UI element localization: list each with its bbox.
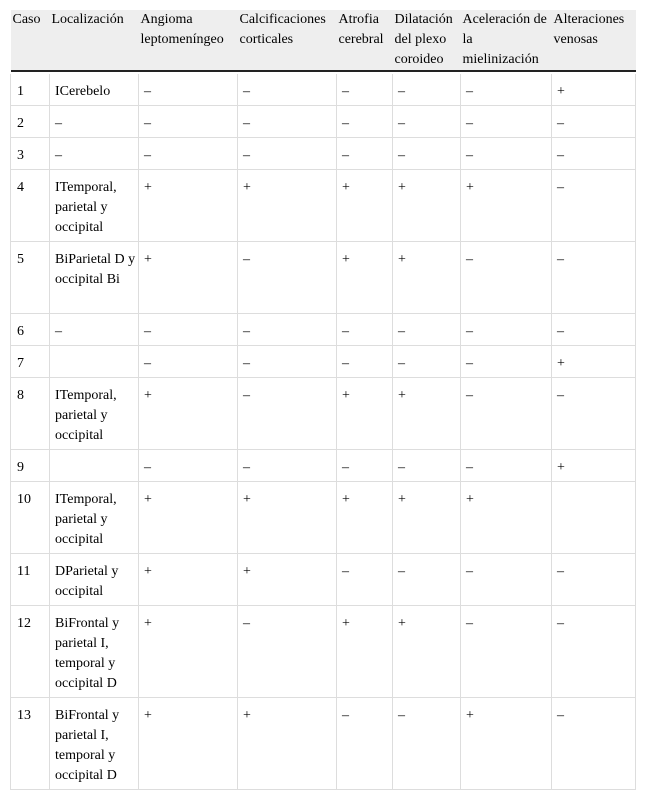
cell-calcificaciones: + bbox=[238, 554, 337, 606]
cell-dilatacion: + bbox=[393, 170, 461, 242]
cell-angioma: + bbox=[139, 170, 238, 242]
cell-atrofia: + bbox=[337, 170, 393, 242]
cell-alteraciones: – bbox=[552, 138, 636, 170]
cell-localizacion: – bbox=[50, 314, 139, 346]
table-row bbox=[11, 450, 636, 482]
table-row bbox=[11, 170, 636, 242]
cell-atrofia: + bbox=[337, 242, 393, 314]
cell-aceleracion: – bbox=[461, 138, 552, 170]
table-row bbox=[11, 314, 636, 346]
table-header bbox=[11, 10, 636, 74]
cell-aceleracion: – bbox=[461, 74, 552, 106]
cell-angioma: + bbox=[139, 242, 238, 314]
cell-atrofia: – bbox=[337, 450, 393, 482]
table-body bbox=[11, 74, 636, 790]
cell-caso: 1 bbox=[11, 74, 50, 106]
cell-calcificaciones: – bbox=[238, 314, 337, 346]
cell-calcificaciones: – bbox=[238, 606, 337, 698]
cell-atrofia: – bbox=[337, 106, 393, 138]
cell-aceleracion: + bbox=[461, 482, 552, 554]
header-calcificaciones: Calcificaciones corticales bbox=[238, 10, 337, 71]
cell-aceleracion: – bbox=[461, 242, 552, 314]
cell-alteraciones: – bbox=[552, 606, 636, 698]
cell-localizacion: DParietal y occipital bbox=[50, 554, 139, 606]
cell-atrofia: + bbox=[337, 378, 393, 450]
cell-dilatacion: – bbox=[393, 106, 461, 138]
cell-dilatacion: + bbox=[393, 242, 461, 314]
cell-localizacion: BiFrontal y parietal I, temporal y occipital D bbox=[50, 606, 139, 698]
cell-localizacion: – bbox=[50, 138, 139, 170]
cell-localizacion: BiParietal D y occipital Bi bbox=[50, 242, 139, 314]
cell-caso: 10 bbox=[11, 482, 50, 554]
cell-dilatacion: – bbox=[393, 74, 461, 106]
cell-atrofia: – bbox=[337, 698, 393, 790]
cell-aceleracion: – bbox=[461, 378, 552, 450]
table-row bbox=[11, 554, 636, 606]
table-row bbox=[11, 138, 636, 170]
cell-aceleracion: – bbox=[461, 606, 552, 698]
header-aceleracion: Aceleración de la mielinización bbox=[461, 10, 552, 71]
cell-localizacion: – bbox=[50, 106, 139, 138]
cell-caso: 6 bbox=[11, 314, 50, 346]
findings-table-container bbox=[10, 10, 635, 790]
header-angioma: Angioma leptomeníngeo bbox=[139, 10, 238, 71]
cell-caso: 4 bbox=[11, 170, 50, 242]
cell-localizacion: BiFrontal y parietal I, temporal y occipital D bbox=[50, 698, 139, 790]
cell-atrofia: + bbox=[337, 482, 393, 554]
cell-aceleracion: – bbox=[461, 106, 552, 138]
cell-angioma: + bbox=[139, 554, 238, 606]
cell-caso: 9 bbox=[11, 450, 50, 482]
cell-angioma: – bbox=[139, 314, 238, 346]
cell-calcificaciones: + bbox=[238, 170, 337, 242]
cell-calcificaciones: – bbox=[238, 450, 337, 482]
cell-alteraciones: – bbox=[552, 554, 636, 606]
cell-dilatacion: + bbox=[393, 606, 461, 698]
header-caso: Caso bbox=[11, 10, 50, 71]
cell-localizacion: ITemporal, parietal y occipital bbox=[50, 170, 139, 242]
cell-atrofia: – bbox=[337, 554, 393, 606]
table-row bbox=[11, 74, 636, 106]
cell-dilatacion: – bbox=[393, 450, 461, 482]
cell-alteraciones: – bbox=[552, 698, 636, 790]
header-row bbox=[11, 10, 636, 71]
cell-atrofia: – bbox=[337, 138, 393, 170]
table-row bbox=[11, 698, 636, 790]
cell-angioma: + bbox=[139, 378, 238, 450]
cell-angioma: + bbox=[139, 606, 238, 698]
cell-calcificaciones: + bbox=[238, 482, 337, 554]
table-row bbox=[11, 106, 636, 138]
cell-alteraciones: – bbox=[552, 170, 636, 242]
cell-localizacion bbox=[50, 346, 139, 378]
cell-aceleracion: – bbox=[461, 450, 552, 482]
table-row bbox=[11, 346, 636, 378]
cell-angioma: – bbox=[139, 138, 238, 170]
cell-alteraciones: – bbox=[552, 106, 636, 138]
cell-calcificaciones: – bbox=[238, 74, 337, 106]
cell-aceleracion: + bbox=[461, 698, 552, 790]
cell-angioma: – bbox=[139, 74, 238, 106]
cell-localizacion: ITemporal, parietal y occipital bbox=[50, 482, 139, 554]
cell-dilatacion: – bbox=[393, 698, 461, 790]
cell-alteraciones: + bbox=[552, 346, 636, 378]
cell-localizacion bbox=[50, 450, 139, 482]
cell-caso: 7 bbox=[11, 346, 50, 378]
cell-caso: 8 bbox=[11, 378, 50, 450]
table-row bbox=[11, 242, 636, 314]
cell-dilatacion: + bbox=[393, 482, 461, 554]
cell-calcificaciones: – bbox=[238, 346, 337, 378]
header-alteraciones: Alteraciones venosas bbox=[552, 10, 636, 71]
cell-aceleracion: – bbox=[461, 554, 552, 606]
cell-atrofia: + bbox=[337, 606, 393, 698]
cell-dilatacion: + bbox=[393, 378, 461, 450]
table-row bbox=[11, 378, 636, 450]
cell-angioma: + bbox=[139, 698, 238, 790]
cell-alteraciones: – bbox=[552, 242, 636, 314]
header-atrofia: Atrofia cerebral bbox=[337, 10, 393, 71]
cell-alteraciones: – bbox=[552, 378, 636, 450]
cell-caso: 3 bbox=[11, 138, 50, 170]
cell-alteraciones: + bbox=[552, 74, 636, 106]
cell-atrofia: – bbox=[337, 74, 393, 106]
cell-alteraciones: + bbox=[552, 450, 636, 482]
cell-angioma: – bbox=[139, 450, 238, 482]
cell-angioma: – bbox=[139, 346, 238, 378]
cell-caso: 5 bbox=[11, 242, 50, 314]
table-row bbox=[11, 482, 636, 554]
cell-caso: 11 bbox=[11, 554, 50, 606]
cell-calcificaciones: – bbox=[238, 242, 337, 314]
cell-aceleracion: – bbox=[461, 346, 552, 378]
cell-calcificaciones: – bbox=[238, 378, 337, 450]
findings-table bbox=[10, 10, 636, 790]
header-localizacion: Localización bbox=[50, 10, 139, 71]
cell-angioma: + bbox=[139, 482, 238, 554]
header-dilatacion: Dilatación del plexo coroideo bbox=[393, 10, 461, 71]
cell-calcificaciones: + bbox=[238, 698, 337, 790]
cell-atrofia: – bbox=[337, 314, 393, 346]
cell-localizacion: ITemporal, parietal y occipital bbox=[50, 378, 139, 450]
cell-angioma: – bbox=[139, 106, 238, 138]
cell-dilatacion: – bbox=[393, 138, 461, 170]
cell-dilatacion: – bbox=[393, 554, 461, 606]
cell-aceleracion: + bbox=[461, 170, 552, 242]
cell-caso: 2 bbox=[11, 106, 50, 138]
cell-alteraciones bbox=[552, 482, 636, 554]
cell-calcificaciones: – bbox=[238, 106, 337, 138]
cell-localizacion: ICerebelo bbox=[50, 74, 139, 106]
cell-caso: 13 bbox=[11, 698, 50, 790]
cell-alteraciones: – bbox=[552, 314, 636, 346]
cell-calcificaciones: – bbox=[238, 138, 337, 170]
cell-aceleracion: – bbox=[461, 314, 552, 346]
cell-caso: 12 bbox=[11, 606, 50, 698]
cell-dilatacion: – bbox=[393, 314, 461, 346]
cell-dilatacion: – bbox=[393, 346, 461, 378]
cell-atrofia: – bbox=[337, 346, 393, 378]
table-row bbox=[11, 606, 636, 698]
